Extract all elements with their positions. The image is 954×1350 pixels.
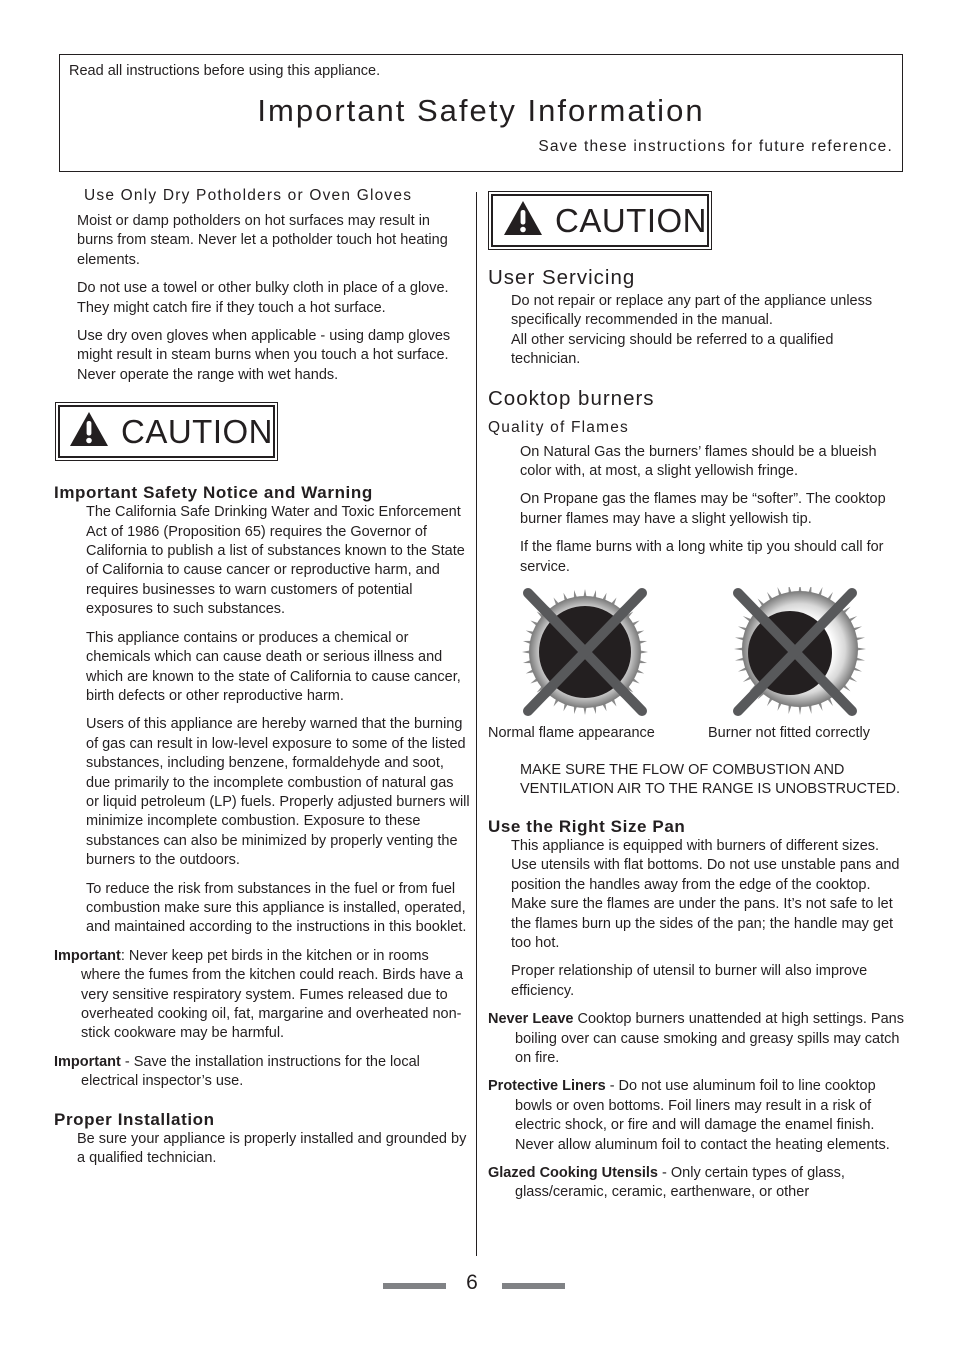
protective-liners-label: Protective Liners	[488, 1078, 606, 1095]
glazed-utensils-label: Glazed Cooking Utensils	[488, 1164, 658, 1181]
important-birds-note	[54, 947, 470, 1044]
caution-box-right	[491, 194, 709, 247]
install-paragraph: Be sure your appliance is properly installed and grounded by a qualified technician.	[77, 1130, 467, 1167]
important-birds-text: : Never keep pet birds in the kitchen or in rooms where the fumes from the kitchen could reach. Birds have a very sensitive respiratory system. Fumes released due to overheated cooking oil, fat, margarine and overheated non-stick cookware may be harmful.	[81, 947, 464, 1042]
burners-heading: Cooktop burners	[488, 386, 655, 410]
page-title: Important Safety Information	[257, 93, 705, 128]
burner-normal-icon	[510, 587, 660, 717]
servicing-heading: User Servicing	[488, 266, 636, 289]
caution-label: CAUTION	[555, 202, 707, 239]
notice-paragraph-3: Users of this appliance are hereby warned that the burning of gas can result in low-level exposure to some of the listed substances, including benzene, formaldehyde and soot, due primarily to the incomplete combustion of natural gas or liquid petroleum (LP) fuels. Properly adjusted burners will minimize incomplete combustion. Exposure to these substances can also be minimized by properly venting the burners to the outdoors.	[86, 716, 470, 869]
footer-bar-right	[502, 1283, 565, 1289]
column-divider	[476, 192, 477, 1256]
install-heading: Proper Installation	[54, 1109, 215, 1129]
potholders-paragraph-2: Do not use a towel or other bulky cloth in place of a glove. They might catch fire if they touch a hot surface.	[77, 280, 449, 316]
notice-paragraph-1: The California Safe Drinking Water and Toxic Enforcement Act of 1986 (Proposition 65) requires the Governor of California to publish a list of substances known to the State of California to cause cancer or reproductive harm, and requires businesses to warn customers of potential exposures to such substances.	[86, 504, 465, 618]
flames-paragraph-1: On Natural Gas the burners’ flames should be a blueish color with, at most, a slight yellowish fringe.	[520, 443, 877, 480]
pan-paragraph-2: Proper relationship of utensil to burner will also improve efficiency.	[511, 963, 868, 999]
page-number: 6	[466, 1271, 478, 1294]
save-note: Save these instructions for future reference.	[538, 138, 893, 155]
potholders-heading: Use Only Dry Potholders or Oven Gloves	[84, 187, 413, 204]
caution-box-left	[58, 405, 275, 458]
airflow-note: MAKE SURE THE FLOW OF COMBUSTION AND VENTILATION AIR TO THE RANGE IS UNOBSTRUCTED.	[520, 762, 901, 798]
servicing-paragraph-1: Do not repair or replace any part of the appliance unless specifically recommended in the manual.	[511, 293, 873, 329]
protective-liners-text: - Do not use aluminum foil to line cooktop bowls or oven bottoms. Foil liners may result in a risk of electric shock, or fire and will damage the enamel finish. Never allow aluminum foil to contact the heating elements.	[515, 1078, 890, 1153]
flames-paragraph-2: On Propane gas the flames may be “softer”. The cooktop burner flames may have a slight yellowish tip.	[520, 491, 886, 527]
header-box	[59, 54, 903, 172]
important-label: Important	[54, 947, 121, 964]
notice-paragraph-2: This appliance contains or produces a chemical or chemicals which can cause death or serious illness and which are known to the state of California to cause cancer, birth defects or other reproductive harm.	[86, 629, 461, 704]
notice-paragraph-4: To reduce the risk from substances in the fuel or from fuel combustion make sure this appliance is installed, operated, and maintained according to the instructions in this booklet.	[86, 880, 467, 936]
right-column	[488, 182, 906, 1203]
caution-label: CAUTION	[121, 413, 273, 451]
flames-paragraph-3: If the flame burns with a long white tip you should call for service.	[520, 539, 884, 575]
potholders-paragraph-3: Use dry oven gloves when applicable - using damp gloves might result in steam burns when you touch a hot surface. Never operate the range with wet hands.	[77, 328, 451, 383]
read-all-note: Read all instructions before using this appliance.	[69, 63, 381, 79]
protective-liners-note	[488, 1077, 906, 1155]
never-leave-note	[488, 1010, 906, 1068]
warning-triangle-icon	[503, 200, 543, 241]
flames-subheading: Quality of Flames	[488, 418, 629, 436]
never-leave-text: Cooktop burners unattended at high settings. Pans boiling over can cause smoking and greasy spills may catch on fire.	[515, 1011, 904, 1066]
footer-bar-left	[383, 1283, 446, 1289]
pan-paragraph-1: This appliance is equipped with burners of different sizes. Use utensils with flat bottoms. Do not use unstable pans and position the handles away from the edge of the cooktop. Make sure the flames are under the pans. It’s not safe to let the flames burn up the sides of the pan; the handle may get too hot.	[511, 837, 900, 951]
burner-incorrect-icon	[720, 587, 870, 717]
normal-flame-caption: Normal flame appearance	[488, 725, 655, 742]
burner-figures	[488, 587, 906, 763]
important-label: Important	[54, 1053, 121, 1070]
never-leave-label: Never Leave	[488, 1011, 574, 1028]
important-install-text: - Save the installation instructions for the local electrical inspector’s use.	[81, 1053, 420, 1090]
important-install-note	[54, 1053, 470, 1092]
servicing-paragraph-2: All other servicing should be referred to a qualified technician.	[511, 331, 834, 368]
glazed-utensils-text: - Only certain types of glass, glass/ceramic, ceramic, earthenware, or other	[515, 1164, 845, 1201]
potholders-paragraph-1: Moist or damp potholders on hot surfaces may result in burns from steam. Never let a potholder touch hot heating elements.	[77, 213, 448, 268]
left-column	[54, 182, 470, 1168]
pan-heading: Use the Right Size Pan	[488, 816, 686, 836]
incorrect-burner-caption: Burner not fitted correctly	[708, 725, 870, 742]
glazed-utensils-note	[488, 1164, 906, 1203]
notice-heading: Important Safety Notice and Warning	[54, 483, 373, 503]
warning-triangle-icon	[69, 411, 109, 452]
